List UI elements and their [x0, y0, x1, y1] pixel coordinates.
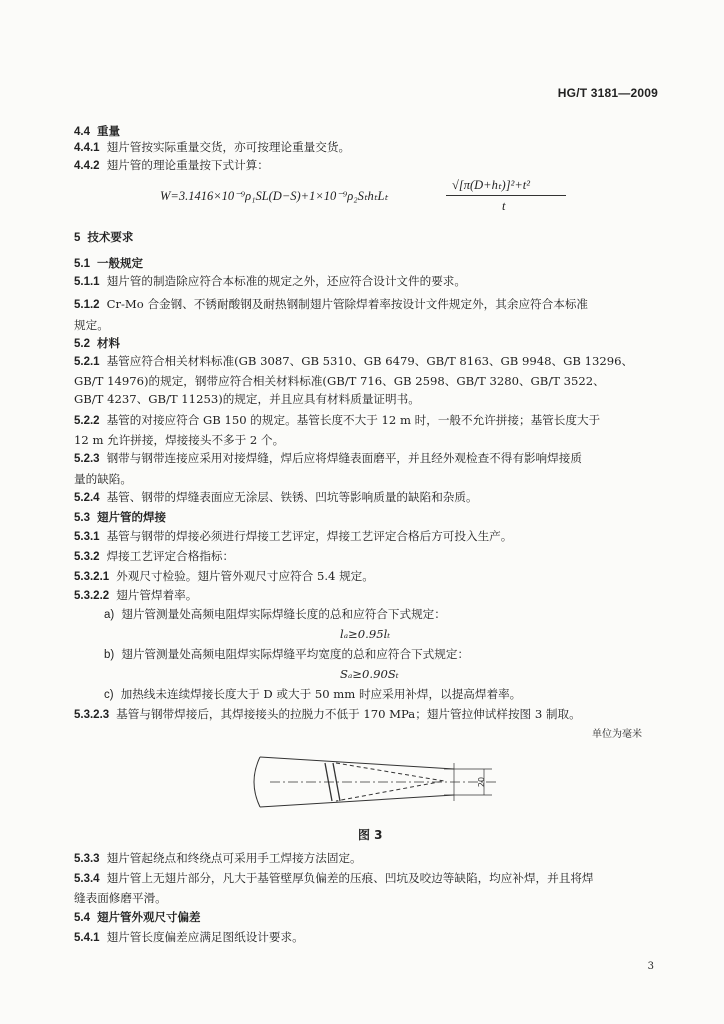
clause-5-1-2-cont: 规定。: [74, 318, 109, 332]
clause-5-2-2-cont: 12 m 允许拼接，焊接接头不多于 2 个。: [74, 433, 285, 447]
page-number: 3: [647, 961, 654, 972]
clause-5-2-1-cont2: GB/T 4237、GB/T 11253)的规定，并且应具有材料质量证明书。: [74, 392, 420, 406]
clause-5-3-2-2: 5.3.2.2 翅片管焊着率。: [74, 588, 198, 602]
fraction-bar: [446, 195, 566, 196]
figure-left-edge: [254, 757, 260, 807]
clause-5-3-3: 5.3.3 翅片管起绕点和终绕点可采用手工焊接方法固定。: [74, 851, 362, 865]
clause-5-2-2: 5.2.2 基管的对接应符合 GB 150 的规定。基管长度不大于 12 m 时，一般不允许拼接；基管长度大于: [74, 413, 601, 427]
clause-5-2-1-cont1: GB/T 14976)的规定，钢带应符合相关材料标准(GB/T 716、GB 2598、GB/T 3280、GB/T 3522、: [74, 374, 605, 388]
clause-5-3-4-cont: 缝表面修磨平滑。: [74, 891, 167, 905]
section-4-4: 4.4 重量: [74, 124, 120, 138]
clause-5-2-4: 5.2.4 基管、钢带的焊缝表面应无涂层、铁锈、凹坑等影响质量的缺陷和杂质。: [74, 490, 478, 504]
clause-5-2-1: 5.2.1 基管应符合相关材料标准(GB 3087、GB 5310、GB 6479、GB/T 8163、GB 9948、GB 13296、: [74, 354, 634, 368]
clause-5-1-1: 5.1.1 翅片管的制造除应符合本标准的规定之外，还应符合设计文件的要求。: [74, 274, 466, 288]
item-a: a) 翅片管测量处高频电阻焊实际焊缝长度的总和应符合下式规定：: [104, 607, 446, 621]
clause-5-3-1: 5.3.1 基管与钢带的焊接必须进行焊接工艺评定，焊接工艺评定合格后方可投入生产。: [74, 529, 513, 543]
formula-sa: Sₐ≥0.90Sₜ: [340, 667, 399, 681]
clause-5-3-2-3: 5.3.2.3 基管与钢带焊接后，其焊接接头的拉脱力不低于 170 MPa；翅片管拉伸试样按图 3 制取。: [74, 707, 581, 721]
clause-5-3-4: 5.3.4 翅片管上无翅片部分，凡大于基管壁厚负偏差的压痕、凹坑及咬边等缺陷，均应补焊，并且将焊: [74, 871, 594, 885]
clause-5-3-2-1: 5.3.2.1 外观尺寸检验。翅片管外观尺寸应符合 5.4 规定。: [74, 569, 374, 583]
unit-note: 单位为毫米: [592, 729, 642, 740]
formula-numerator: √[π(D+hₜ)]²+t²: [452, 178, 530, 192]
section-5-3: 5.3 翅片管的焊接: [74, 510, 166, 524]
clause-5-1-2: 5.1.2 Cr-Mo 合金钢、不锈耐酸钢及耐热钢制翅片管除焊着率按设计文件规定外，其余应符合本标准: [74, 297, 589, 311]
figure-caption: 图 3: [358, 828, 383, 842]
figure-dimension-label: 20: [477, 776, 486, 788]
clause-5-2-3: 5.2.3 钢带与钢带连接应采用对接焊缝，焊后应将焊缝表面磨平，并且经外观检查不得有影响焊接质: [74, 451, 582, 465]
item-b: b) 翅片管测量处高频电阻焊实际焊缝平均宽度的总和应符合下式规定：: [104, 647, 470, 661]
clause-4-4-2: 4.4.2 翅片管的理论重量按下式计算：: [74, 158, 269, 172]
figure-outline-top: [260, 757, 454, 769]
standard-number: HG/T 3181—2009: [557, 86, 658, 100]
item-c: c) 加热线未连续焊接长度大于 D 或大于 50 mm 时应采用补焊，以提高焊着率。: [104, 687, 522, 701]
clause-5-4-1: 5.4.1 翅片管长度偏差应满足图纸设计要求。: [74, 930, 304, 944]
formula-lhs: W=3.1416×10⁻⁹ρ₁SL(D−S)+1×10⁻⁹ρ₂SₜhₜLₜ: [160, 189, 389, 203]
tensile-specimen-figure: [240, 745, 510, 815]
clause-5-2-3-cont: 量的缺陷。: [74, 472, 132, 486]
clause-5-3-2: 5.3.2 焊接工艺评定合格指标：: [74, 549, 235, 563]
formula-denominator: t: [502, 199, 506, 213]
formula-la: lₐ≥0.95lₜ: [340, 627, 391, 641]
section-5-1: 5.1 一般规定: [74, 256, 143, 270]
section-5-2: 5.2 材料: [74, 336, 120, 350]
clause-4-4-1: 4.4.1 翅片管按实际重量交货，亦可按理论重量交货。: [74, 140, 351, 154]
section-5: 5 技术要求: [74, 230, 134, 244]
section-5-4: 5.4 翅片管外观尺寸偏差: [74, 910, 201, 924]
